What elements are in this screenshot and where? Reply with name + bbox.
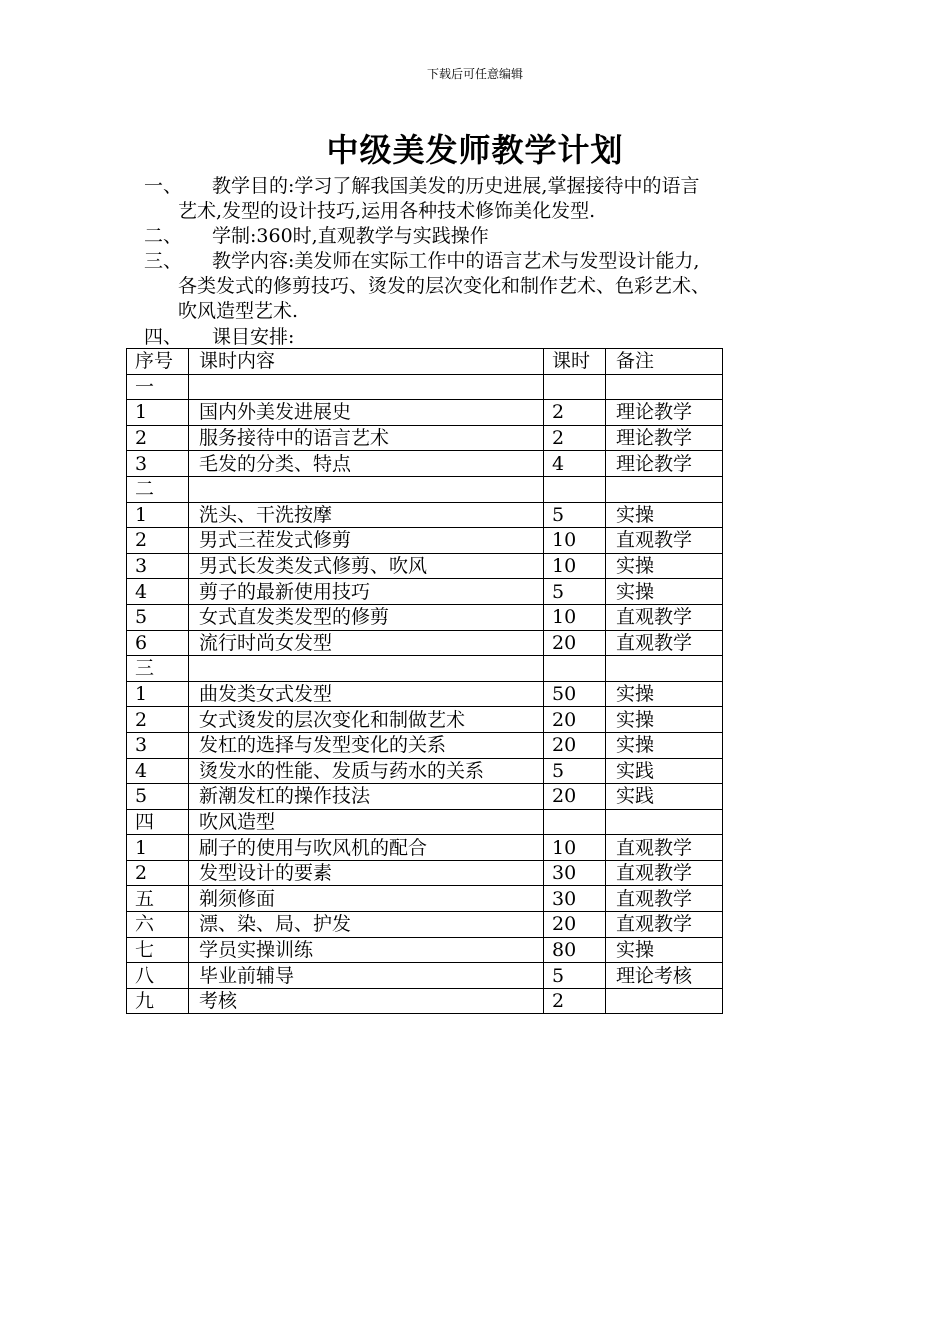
table-row [127, 963, 723, 989]
cell-hours: 2 [544, 425, 606, 451]
cell-hours: 20 [544, 732, 606, 758]
table-row [127, 886, 723, 912]
header-cell-content: 课时内容 [189, 349, 544, 375]
cell-content: 服务接待中的语言艺术 [189, 425, 544, 451]
cell-number: 2 [127, 860, 189, 886]
table-row [127, 476, 723, 502]
cell-content [189, 656, 544, 682]
table-row [127, 835, 723, 861]
table-row [127, 502, 723, 528]
cell-notes [606, 374, 723, 400]
cell-content: 刷子的使用与吹风机的配合 [189, 835, 544, 861]
cell-notes: 实践 [606, 784, 723, 810]
section-text-line: 吹风造型艺术. [178, 300, 299, 322]
cell-content: 毛发的分类、特点 [189, 451, 544, 477]
cell-notes: 实操 [606, 937, 723, 963]
cell-number: 三 [127, 656, 189, 682]
cell-content: 剪子的最新使用技巧 [189, 579, 544, 605]
cell-hours: 2 [544, 988, 606, 1014]
header-cell-hours: 课时 [544, 349, 606, 375]
course-schedule-table [126, 348, 723, 1014]
cell-content: 漂、染、局、护发 [189, 912, 544, 938]
cell-content: 男式长发类发式修剪、吹风 [189, 553, 544, 579]
cell-hours: 80 [544, 937, 606, 963]
section-number: 三、 [144, 250, 183, 272]
cell-number: 4 [127, 758, 189, 784]
cell-notes: 实操 [606, 553, 723, 579]
section-content [144, 249, 809, 324]
table-row [127, 579, 723, 605]
cell-number: 1 [127, 502, 189, 528]
cell-number: 五 [127, 886, 189, 912]
cell-hours: 5 [544, 502, 606, 528]
cell-notes: 实操 [606, 681, 723, 707]
cell-hours [544, 374, 606, 400]
table-row [127, 758, 723, 784]
cell-notes: 理论考核 [606, 963, 723, 989]
cell-content: 男式三茬发式修剪 [189, 528, 544, 554]
table-row [127, 425, 723, 451]
cell-hours [544, 809, 606, 835]
cell-number: 1 [127, 681, 189, 707]
section-number: 二、 [144, 225, 183, 247]
cell-content: 吹风造型 [189, 809, 544, 835]
cell-notes: 实操 [606, 502, 723, 528]
cell-hours [544, 476, 606, 502]
cell-hours: 30 [544, 886, 606, 912]
section-objective [144, 174, 809, 224]
cell-hours: 5 [544, 758, 606, 784]
cell-number: 一 [127, 374, 189, 400]
table-row [127, 732, 723, 758]
cell-notes: 直观教学 [606, 835, 723, 861]
table-row [127, 374, 723, 400]
cell-number: 二 [127, 476, 189, 502]
cell-number: 6 [127, 630, 189, 656]
cell-number: 3 [127, 732, 189, 758]
cell-hours: 10 [544, 835, 606, 861]
section-text-line: 艺术,发型的设计技巧,运用各种技术修饰美化发型. [178, 200, 596, 222]
cell-notes [606, 988, 723, 1014]
cell-hours: 5 [544, 579, 606, 605]
cell-hours: 20 [544, 784, 606, 810]
header-cell-notes: 备注 [606, 349, 723, 375]
table-row [127, 604, 723, 630]
cell-hours: 20 [544, 912, 606, 938]
cell-hours: 4 [544, 451, 606, 477]
cell-notes: 直观教学 [606, 912, 723, 938]
cell-number: 2 [127, 528, 189, 554]
cell-hours: 2 [544, 400, 606, 426]
cell-content: 烫发水的性能、发质与药水的关系 [189, 758, 544, 784]
cell-notes [606, 656, 723, 682]
cell-number: 2 [127, 707, 189, 733]
table-row [127, 656, 723, 682]
table-row [127, 630, 723, 656]
table-row [127, 400, 723, 426]
cell-hours: 10 [544, 604, 606, 630]
section-number: 四、 [144, 326, 183, 348]
cell-number: 5 [127, 604, 189, 630]
cell-content: 洗头、干洗按摩 [189, 502, 544, 528]
cell-notes: 直观教学 [606, 528, 723, 554]
cell-notes: 直观教学 [606, 886, 723, 912]
cell-content: 剃须修面 [189, 886, 544, 912]
document-title: 中级美发师教学计划 [326, 131, 624, 169]
cell-content: 国内外美发进展史 [189, 400, 544, 426]
table-row [127, 809, 723, 835]
cell-notes: 理论教学 [606, 425, 723, 451]
cell-hours: 30 [544, 860, 606, 886]
cell-content: 毕业前辅导 [189, 963, 544, 989]
section-text-line: 课目安排: [212, 326, 295, 348]
cell-content: 女式直发类发型的修剪 [189, 604, 544, 630]
table-row [127, 528, 723, 554]
cell-number: 九 [127, 988, 189, 1014]
cell-content: 曲发类女式发型 [189, 681, 544, 707]
cell-number: 4 [127, 579, 189, 605]
table-row [127, 937, 723, 963]
cell-number: 3 [127, 553, 189, 579]
cell-number: 1 [127, 400, 189, 426]
cell-hours: 10 [544, 553, 606, 579]
cell-content: 考核 [189, 988, 544, 1014]
cell-notes: 实操 [606, 732, 723, 758]
cell-hours: 5 [544, 963, 606, 989]
cell-notes: 直观教学 [606, 860, 723, 886]
table-row [127, 860, 723, 886]
cell-content: 流行时尚女发型 [189, 630, 544, 656]
cell-notes: 理论教学 [606, 400, 723, 426]
cell-hours: 20 [544, 707, 606, 733]
cell-number: 四 [127, 809, 189, 835]
header-cell-number: 序号 [127, 349, 189, 375]
cell-number: 七 [127, 937, 189, 963]
table-header-row [127, 349, 723, 375]
cell-hours: 50 [544, 681, 606, 707]
cell-content [189, 476, 544, 502]
cell-number: 5 [127, 784, 189, 810]
cell-content: 发杠的选择与发型变化的关系 [189, 732, 544, 758]
cell-notes: 实操 [606, 707, 723, 733]
section-text-line: 教学目的:学习了解我国美发的历史进展,掌握接待中的语言 [212, 175, 700, 197]
section-number: 一、 [144, 175, 183, 197]
table-row [127, 553, 723, 579]
cell-content: 学员实操训练 [189, 937, 544, 963]
table-row [127, 451, 723, 477]
table-row [127, 912, 723, 938]
section-text-line: 各类发式的修剪技巧、烫发的层次变化和制作艺术、色彩艺术、 [178, 275, 711, 297]
cell-number: 六 [127, 912, 189, 938]
cell-notes: 实操 [606, 579, 723, 605]
table-row [127, 681, 723, 707]
cell-notes: 直观教学 [606, 604, 723, 630]
table-row [127, 784, 723, 810]
section-schedule [144, 325, 809, 350]
section-text-line: 学制:360时,直观教学与实践操作 [212, 225, 489, 247]
cell-hours: 20 [544, 630, 606, 656]
cell-hours: 10 [544, 528, 606, 554]
section-duration [144, 224, 809, 249]
cell-content: 新潮发杠的操作技法 [189, 784, 544, 810]
header-note: 下载后可任意编辑 [426, 67, 523, 81]
cell-content: 发型设计的要素 [189, 860, 544, 886]
table-row [127, 988, 723, 1014]
cell-notes: 实践 [606, 758, 723, 784]
cell-content [189, 374, 544, 400]
section-text-line: 教学内容:美发师在实际工作中的语言艺术与发型设计能力, [212, 250, 700, 272]
table-body [127, 374, 723, 1014]
cell-content: 女式烫发的层次变化和制做艺术 [189, 707, 544, 733]
cell-notes [606, 476, 723, 502]
cell-number: 2 [127, 425, 189, 451]
table-row [127, 707, 723, 733]
cell-notes [606, 809, 723, 835]
cell-notes: 理论教学 [606, 451, 723, 477]
cell-hours [544, 656, 606, 682]
cell-number: 八 [127, 963, 189, 989]
cell-notes: 直观教学 [606, 630, 723, 656]
cell-number: 3 [127, 451, 189, 477]
cell-number: 1 [127, 835, 189, 861]
